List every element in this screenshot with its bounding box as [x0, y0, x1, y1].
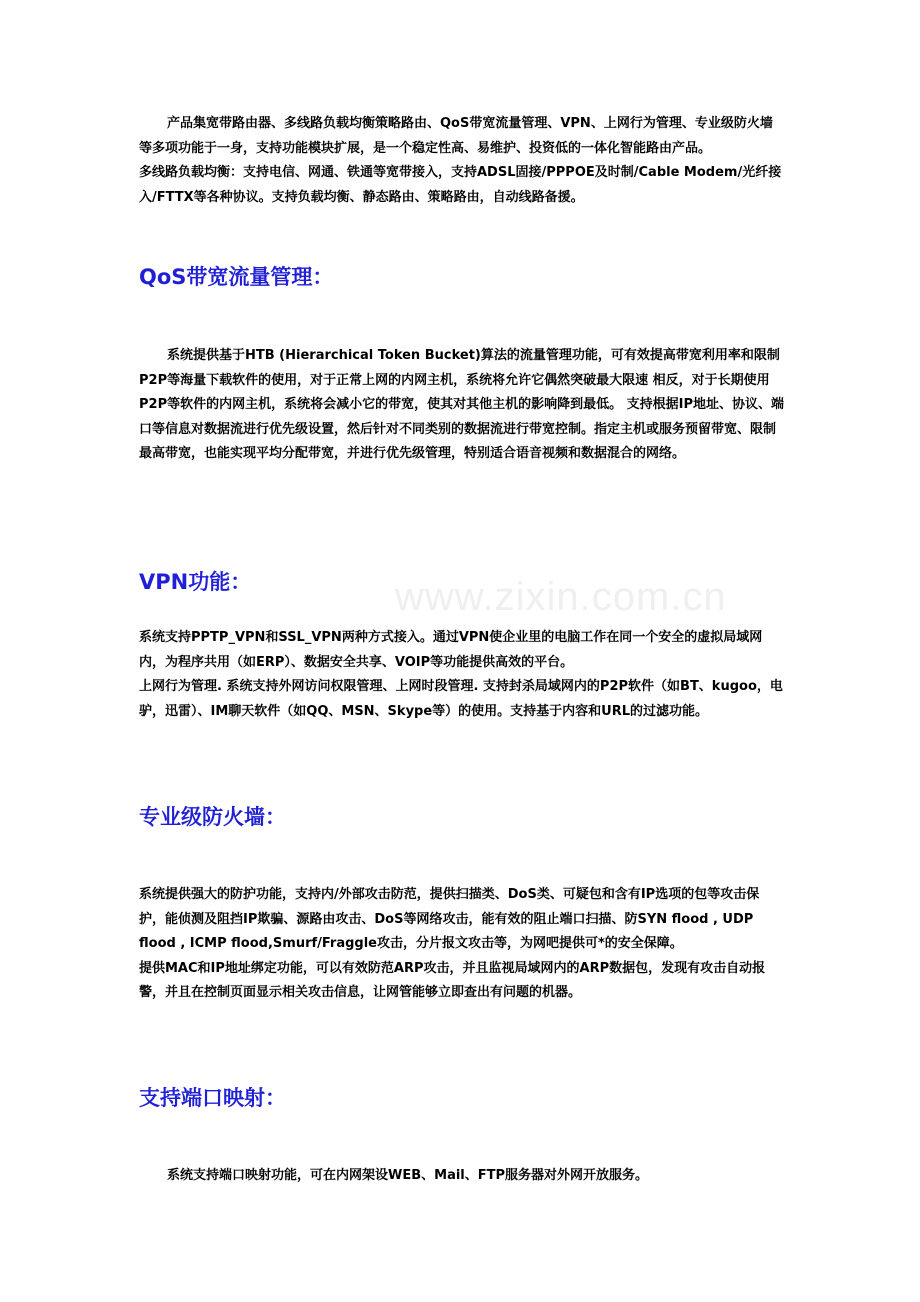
heading-vpn: VPN功能：: [139, 570, 252, 594]
vpn-block: [139, 626, 784, 724]
behavior-management-paragraph: 上网行为管理. 系统支持外网访问权限管理、上网时段管理. 支持封杀局域网内的P2P软件（如BT、kugoo，电驴，迅雷）、IM聊天软件（如QQ、MSN、Skype等）的使用。支持基于内容和URL的过滤功能。: [139, 679, 783, 719]
firewall-paragraph: 系统提供强大的防护功能，支持内/外部攻击防范，提供扫描类、DoS类、可疑包和含有IP选项的包等攻击保护，能侦测及阻挡IP欺骗、源路由攻击、DoS等网络攻击，能有效的阻止端口扫描、防SYN flood , UDP flood , ICMP flood,Smurf/Fraggle攻击，分片报文攻击等，为网吧提供可*的安全保障。: [139, 887, 760, 951]
qos-block: [139, 344, 784, 467]
port-mapping-block: [139, 1164, 784, 1189]
intro-paragraph: 产品集宽带路由器、多线路负载均衡策略路由、QoS带宽流量管理、VPN、上网行为管理、专业级防火墙等多项功能于一身，支持功能模块扩展，是一个稳定性高、易维护、投资低的一体化智能路由产品。: [139, 116, 773, 156]
intro-block: [139, 112, 784, 210]
intro-paragraph-load-balancing: 多线路负载均衡：支持电信、网通、铁通等宽带接入，支持ADSL固接/PPPOE及时制/Cable Modem/光纤接入/FTTX等各种协议。支持负载均衡、静态路由、策略路由，自动线路备援。: [139, 165, 782, 205]
mac-ip-binding-paragraph: 提供MAC和IP地址绑定功能，可以有效防范ARP攻击，并且监视局域网内的ARP数据包，发现有攻击自动报警，并且在控制页面显示相关攻击信息，让网管能够立即查出有问题的机器。: [139, 960, 766, 1000]
port-mapping-paragraph: 系统支持端口映射功能，可在内网架设WEB、Mail、FTP服务器对外网开放服务。: [167, 1168, 649, 1183]
heading-qos: QoS带宽流量管理：: [139, 265, 334, 289]
qos-paragraph: 系统提供基于HTB (Hierarchical Token Bucket)算法的流量管理功能，可有效提高带宽利用率和限制P2P等海量下载软件的使用，对于正常上网的内网主机，系统将允许它偶然突破最大限速 相反，对于长期使用P2P等软件的内网主机，系统将会减小它的带宽，使其对其他主机的影响降到最低。 支持根据IP地址、协议、端口等信息对数据流进行优先级设置，然后针对不同类别的数据流进行带宽控制。指定主机或服务预留带宽、限制最高带宽，也能实现平均分配带宽，并进行优先级管理，特别适合语音视频和数据混合的网络。: [139, 348, 784, 461]
firewall-block: [139, 883, 784, 1006]
heading-port-mapping: 支持端口映射：: [139, 1086, 286, 1110]
watermark-text: www.zixin.com.cn: [395, 575, 727, 619]
vpn-paragraph: 系统支持PPTP_VPN和SSL_VPN两种方式接入。通过VPN使企业里的电脑工作在同一个安全的虚拟局域网内，为程序共用（如ERP）、数据安全共享、VOIP等功能提供高效的平台。: [139, 630, 763, 670]
heading-firewall: 专业级防火墙：: [139, 805, 286, 829]
